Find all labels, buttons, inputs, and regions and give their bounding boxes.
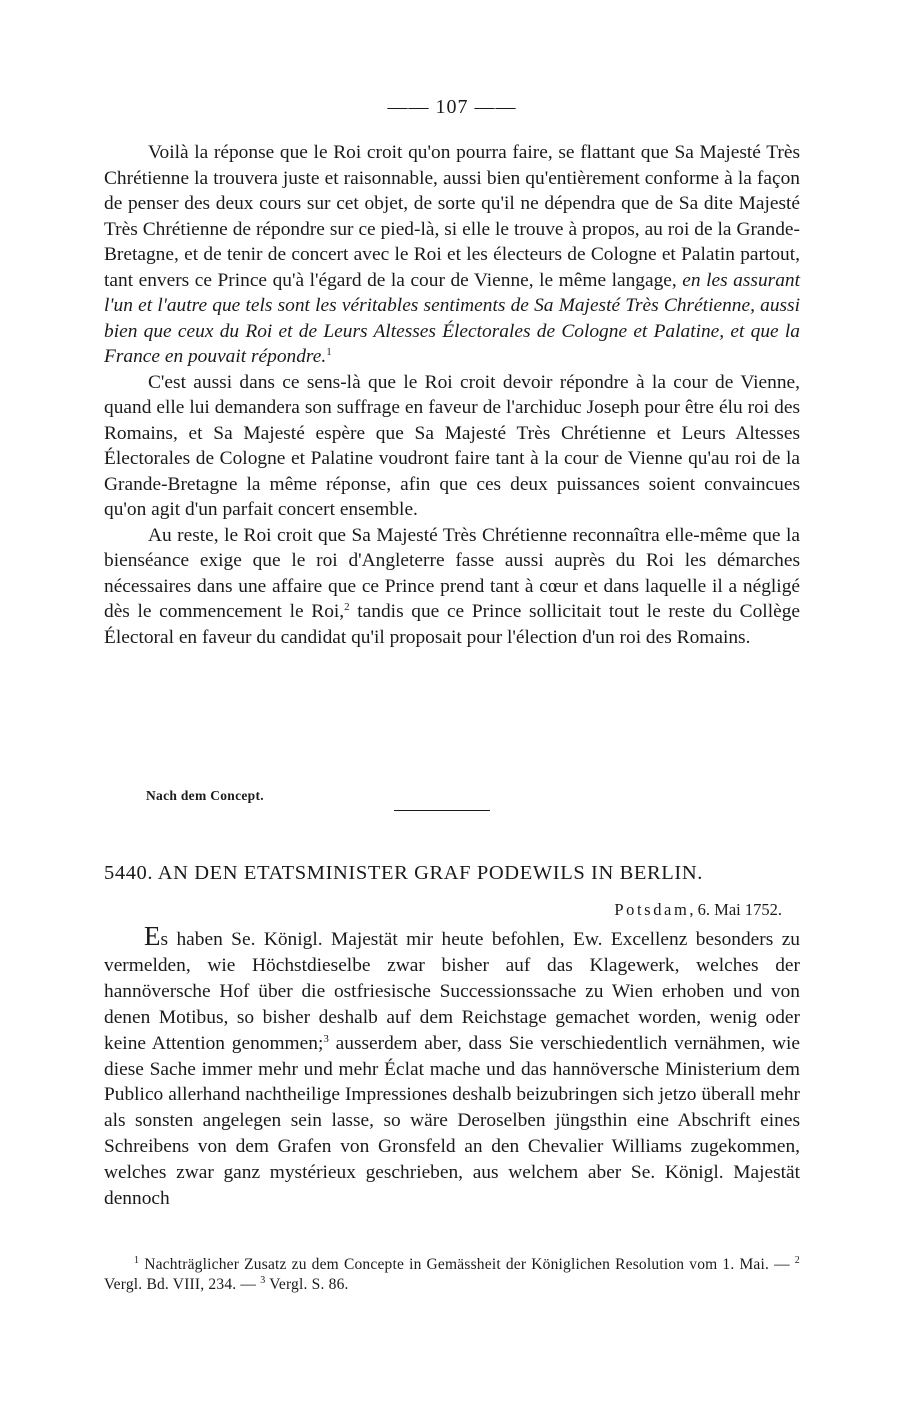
paragraph-1-italic: en les assurant l'un et l'autre que tels sont les véritables sentiments de Sa Majesté Très Chrétienne, aussi bien que ceux du Roi et de Leurs Altesses Électorales de Cologne et Palatine, et que la France en pouvait répondre.	[104, 269, 800, 367]
footnote-2: Vergl. Bd. VIII, 234. —	[104, 1276, 261, 1293]
letter-paragraph	[104, 921, 800, 1212]
footnote-1-mark: 1	[134, 1255, 140, 1266]
dateline	[614, 900, 782, 920]
paragraph-1	[104, 140, 800, 370]
footnotes	[104, 1255, 800, 1295]
footnote-3-mark: 3	[260, 1275, 266, 1286]
footnote-2-mark: 2	[794, 1255, 800, 1266]
dateline-place: Potsdam	[614, 900, 690, 919]
dropcap: E	[144, 921, 161, 951]
paragraph-3-before: Au reste, le Roi croit que Sa Majesté Très Chrétienne reconnaîtra elle-même que la bienséance exige que le roi d'Angleterre fasse aussi auprès du Roi les démarches nécessaires dans une affaire que ce Prince prend tant à cœur et dans laquelle il a négligé dès le commencement le Roi,	[104, 524, 800, 622]
source-note: Nach dem Concept.	[146, 788, 264, 803]
footnote-3: Vergl. S. 86.	[265, 1276, 349, 1293]
page-number: —— 107 ——	[387, 96, 517, 118]
letter-heading: 5440. AN DEN ETATSMINISTER GRAF PODEWILS IN BERLIN.	[104, 862, 703, 884]
footnote-line	[104, 1255, 800, 1295]
paragraph-1-text: Voilà la réponse que le Roi croit qu'on pourra faire, se flattant que Sa Majesté Très Chrétienne la trouvera juste et raisonnable, aussi bien qu'entièrement conforme à la façon de penser des deux cours sur cet objet, de sorte qu'il ne dépendra que de Sa dite Majesté Très Chrétienne de répondre sur ce pied-là, si elle le trouve à propos, au roi de la Grande-Bretagne, et de tenir de concert avec le Roi et les électeurs de Cologne et Palatin partout, tant envers ce Prince qu'à l'égard de la cour de Vienne, le même langage,	[104, 142, 800, 291]
letter-body-rest: ausserdem aber, dass Sie verschiedentlich vernähmen, wie diese Sache immer mehr und mehr Éclat mache und das hannöversche Ministerium dem Publico allerhand nachtheilige Impressiones deshalb beizubringen sich jetzo überall mehr als sonsten angelegen sein lasse, so wäre Deroselben jüngsthin eine Abschrift eines Schreibens von dem Grafen von Gronsfeld an den Chevalier Williams zugekommen, welches zwar ganz mystérieux geschrieben, aus welchem aber Se. Königl. Majestät dennoch	[104, 1032, 800, 1210]
footnote-1: Nachträglicher Zusatz zu dem Concepte in Gemässheit der Königlichen Resolution vom 1. Mai. —	[139, 1256, 795, 1273]
section-divider	[394, 810, 490, 811]
dateline-date: , 6. Mai 1752.	[689, 900, 782, 919]
paragraph-3	[104, 523, 800, 651]
footnote-mark-2: 2	[344, 601, 350, 613]
main-text	[104, 140, 800, 650]
footnote-mark-1: 1	[326, 346, 332, 358]
letter-body-start: s haben Se. Königl. Majestät mir heute befohlen, Ew. Excellenz besonders zu vermelden, wie Höchstdieselbe zwar bisher auf das Klagewerk, welches der hannöversche Hof über die ostfriesische Successionssache zu Wien erhoben und von denen Motibus, so bisher deshalb auf dem Reichstage gemachet worden, wenig oder keine Attention genommen;	[104, 929, 800, 1054]
paragraph-3-after: tandis que ce Prince sollicitait tout le reste du Collège Électoral en faveur du candidat qu'il proposait pour l'élection d'un roi des Romains.	[104, 601, 800, 648]
paragraph-2: C'est aussi dans ce sens-là que le Roi croit devoir répondre à la cour de Vienne, quand elle lui demandera son suffrage en faveur de l'archiduc Joseph pour être élu roi des Romains, et Sa Majesté espère que Sa Majesté Très Chrétienne et Leurs Altesses Électorales de Cologne et Palatine voudront faire tant à la cour de Vienne qu'au roi de la Grande-Bretagne la même réponse, afin que ces deux puissances soient convaincues qu'on agit d'un parfait concert ensemble.	[104, 371, 800, 520]
letter-body	[104, 921, 800, 1212]
footnote-mark-3: 3	[323, 1032, 329, 1045]
